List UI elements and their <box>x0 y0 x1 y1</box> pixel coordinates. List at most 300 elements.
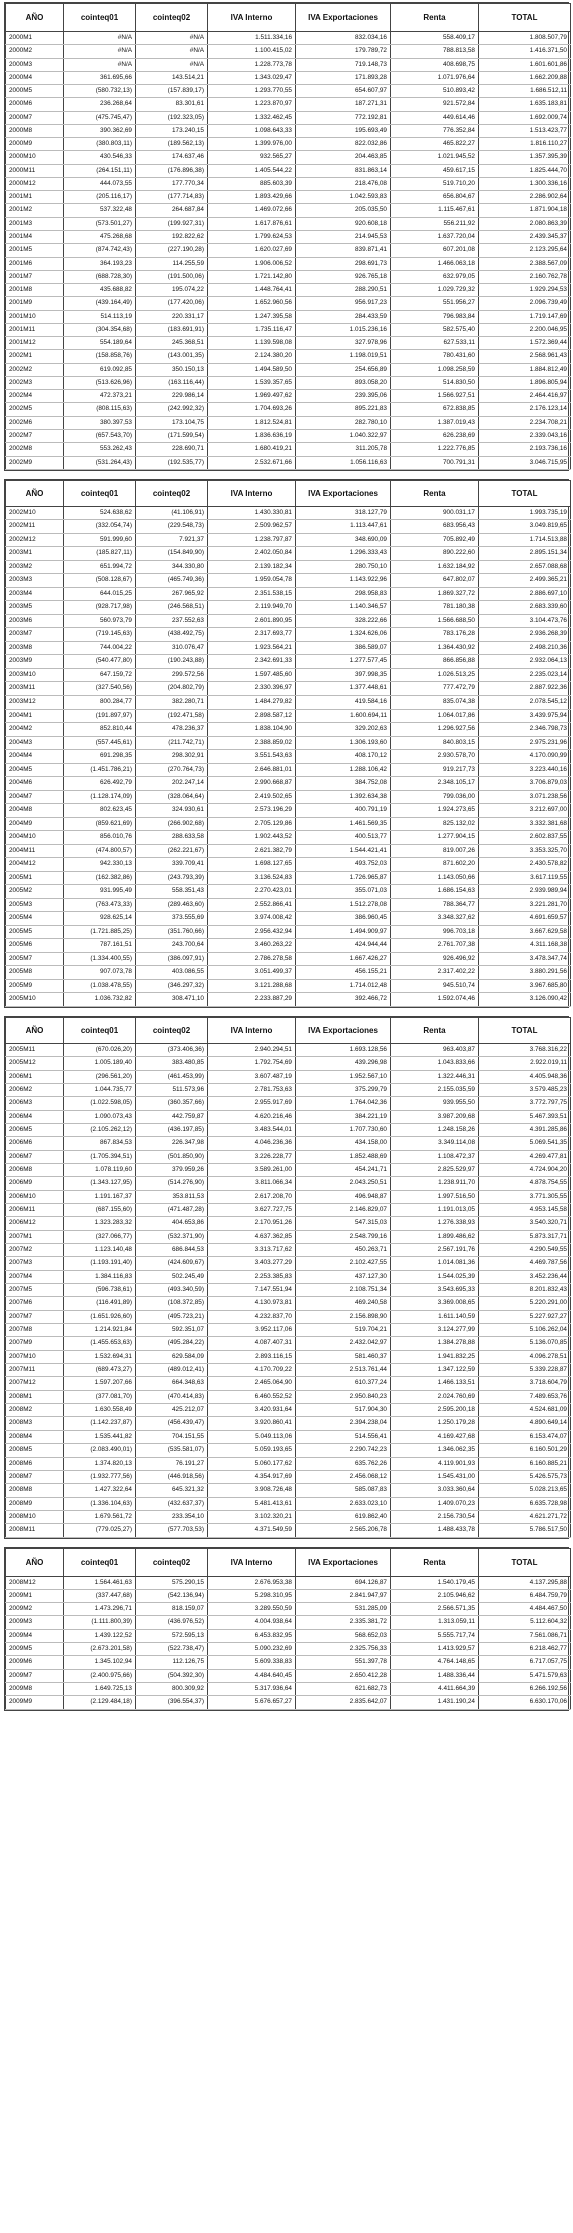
cell-cointeq01: 787.161,51 <box>64 939 136 953</box>
cell-iva-exportaciones: 298.691,73 <box>296 257 391 270</box>
table-row <box>6 560 571 574</box>
cell-period: 2008M3 <box>6 1417 64 1430</box>
cell-total: 1.662.209,88 <box>479 71 571 84</box>
cell-cointeq01: (689.473,27) <box>64 1364 136 1377</box>
cell-total: 6.717.057,75 <box>479 1656 571 1669</box>
cell-cointeq01: (474.800,57) <box>64 844 136 858</box>
cell-iva-interno: 3.551.543,63 <box>208 750 296 764</box>
table-row <box>6 443 571 456</box>
table-row <box>6 506 571 520</box>
cell-period: 2002M9 <box>6 456 64 469</box>
cell-cointeq01: (158.858,76) <box>64 350 136 363</box>
cell-cointeq01: 651.994,72 <box>64 560 136 574</box>
cell-period: 2005M12 <box>6 1057 64 1070</box>
cell-cointeq01: (1.343.127,95) <box>64 1177 136 1190</box>
cell-iva-exportaciones: 282.780,10 <box>296 416 391 429</box>
cell-period: 2006M3 <box>6 1097 64 1110</box>
cell-cointeq02: 202.247,14 <box>136 777 208 791</box>
cell-iva-interno: 3.102.320,21 <box>208 1510 296 1523</box>
cell-renta: 5.555.717,74 <box>391 1629 479 1642</box>
cell-cointeq01: (580.732,13) <box>64 85 136 98</box>
cell-cointeq02: 350.150,13 <box>136 363 208 376</box>
cell-cointeq02: (386.097,91) <box>136 952 208 966</box>
cell-renta: 683.956,43 <box>391 520 479 534</box>
cell-renta: 459.617,15 <box>391 164 479 177</box>
cell-total: 2.657.088,68 <box>479 560 571 574</box>
cell-cointeq02: (535.581,07) <box>136 1444 208 1457</box>
cell-cointeq02: (242.992,32) <box>136 403 208 416</box>
cell-cointeq02: (396.554,37) <box>136 1696 208 1709</box>
cell-iva-exportaciones: 2.335.381,72 <box>296 1616 391 1629</box>
cell-iva-interno: 2.705.129,86 <box>208 817 296 831</box>
cell-total: 6.153.474,07 <box>479 1430 571 1443</box>
cell-cointeq02: 379.959,26 <box>136 1163 208 1176</box>
cell-iva-interno: 1.539.357,65 <box>208 376 296 389</box>
cell-cointeq01: 364.193,23 <box>64 257 136 270</box>
cell-iva-exportaciones: 2.456.068,12 <box>296 1470 391 1483</box>
cell-renta: 2.105.946,62 <box>391 1589 479 1602</box>
cell-total: 3.718.604,79 <box>479 1377 571 1390</box>
cell-cointeq02: 664.348,63 <box>136 1377 208 1390</box>
cell-iva-interno: 2.233.887,29 <box>208 993 296 1007</box>
cell-cointeq02: 192.822,62 <box>136 230 208 243</box>
cell-iva-exportaciones: 439.296,98 <box>296 1057 391 1070</box>
cell-cointeq02: 344.330,80 <box>136 560 208 574</box>
cell-iva-interno: 1.494.589,50 <box>208 363 296 376</box>
table-row <box>6 804 571 818</box>
table-row <box>6 736 571 750</box>
cell-iva-exportaciones: 2.290.742,23 <box>296 1444 391 1457</box>
cell-cointeq02: 686.844,53 <box>136 1244 208 1257</box>
cell-cointeq02: 299.572,56 <box>136 668 208 682</box>
cell-renta: 919.217,73 <box>391 763 479 777</box>
cell-period: 2007M8 <box>6 1324 64 1337</box>
cell-iva-interno: 2.617.208,70 <box>208 1190 296 1203</box>
cell-iva-exportaciones: 214.945,53 <box>296 230 391 243</box>
header-renta: Renta <box>391 1548 479 1576</box>
cell-renta: 514.830,50 <box>391 376 479 389</box>
cell-period: 2005M8 <box>6 966 64 980</box>
cell-iva-exportaciones: 205.035,50 <box>296 204 391 217</box>
cell-iva-interno: 5.090.232,69 <box>208 1643 296 1656</box>
cell-total: 4.953.145,58 <box>479 1203 571 1216</box>
table-header-row <box>6 4 571 32</box>
table-row <box>6 1390 571 1403</box>
cell-iva-interno: 4.620.216,46 <box>208 1110 296 1123</box>
cell-total: 2.096.739,49 <box>479 297 571 310</box>
cell-period: 2005M5 <box>6 925 64 939</box>
cell-renta: 781.180,38 <box>391 601 479 615</box>
cell-total: 2.160.762,78 <box>479 270 571 283</box>
cell-cointeq01: (670.026,20) <box>64 1043 136 1056</box>
cell-renta: 3.124.277,99 <box>391 1324 479 1337</box>
cell-cointeq02: (243.793,39) <box>136 871 208 885</box>
cell-renta: 1.431.190,24 <box>391 1696 479 1709</box>
cell-cointeq02: 229.986,14 <box>136 390 208 403</box>
cell-iva-interno: 1.959.054,78 <box>208 574 296 588</box>
table-row <box>6 1324 571 1337</box>
cell-iva-exportaciones: 311.205,78 <box>296 443 391 456</box>
cell-iva-interno: 2.646.881,01 <box>208 763 296 777</box>
cell-iva-exportaciones: 1.198.019,51 <box>296 350 391 363</box>
cell-cointeq02: 339.709,41 <box>136 858 208 872</box>
cell-period: 2004M5 <box>6 763 64 777</box>
cell-cointeq01: 591.999,60 <box>64 533 136 547</box>
table-row <box>6 587 571 601</box>
cell-renta: 1.466.133,51 <box>391 1377 479 1390</box>
cell-iva-exportaciones: 551.397,78 <box>296 1656 391 1669</box>
cell-iva-interno: 2.786.278,58 <box>208 952 296 966</box>
table-row <box>6 1629 571 1642</box>
cell-cointeq02: (270.764,73) <box>136 763 208 777</box>
cell-cointeq01: 802.623,45 <box>64 804 136 818</box>
table-block <box>4 2 569 471</box>
cell-total: 3.667.629,58 <box>479 925 571 939</box>
cell-period: 2002M3 <box>6 376 64 389</box>
cell-iva-interno: 1.698.127,65 <box>208 858 296 872</box>
cell-iva-interno: 1.838.104,90 <box>208 723 296 737</box>
cell-period: 2005M6 <box>6 939 64 953</box>
cell-total: 5.112.604,32 <box>479 1616 571 1629</box>
table-row <box>6 912 571 926</box>
table-row <box>6 682 571 696</box>
cell-period: 2009M4 <box>6 1629 64 1642</box>
cell-iva-exportaciones: 386.960,45 <box>296 912 391 926</box>
cell-iva-interno: 5.049.113,06 <box>208 1430 296 1443</box>
cell-iva-exportaciones: 280.750,10 <box>296 560 391 574</box>
cell-cointeq02: 575.290,15 <box>136 1576 208 1589</box>
cell-total: 6.160.501,29 <box>479 1444 571 1457</box>
table-row <box>6 1123 571 1136</box>
cell-iva-interno: 3.403.277,29 <box>208 1257 296 1270</box>
cell-period: 2005M4 <box>6 912 64 926</box>
table-row <box>6 1510 571 1523</box>
cell-period: 2004M4 <box>6 750 64 764</box>
table-row <box>6 1150 571 1163</box>
cell-total: 1.692.009,74 <box>479 111 571 124</box>
cell-iva-exportaciones: 568.652,03 <box>296 1629 391 1642</box>
cell-period: 2007M9 <box>6 1337 64 1350</box>
table-row <box>6 98 571 111</box>
cell-period: 2007M11 <box>6 1364 64 1377</box>
cell-total: 2.235.023,14 <box>479 668 571 682</box>
cell-iva-interno: 1.735.116,47 <box>208 323 296 336</box>
cell-period: 2009M9 <box>6 1696 64 1709</box>
cell-total: 1.884.812,49 <box>479 363 571 376</box>
cell-iva-interno: 5.059.193,65 <box>208 1444 296 1457</box>
cell-total: 1.416.371,50 <box>479 45 571 58</box>
table-row <box>6 939 571 953</box>
cell-total: 4.724.904,20 <box>479 1163 571 1176</box>
cell-total: 2.286.902,64 <box>479 191 571 204</box>
cell-cointeq01: (1.334.400,55) <box>64 952 136 966</box>
cell-renta: 2.761.707,38 <box>391 939 479 953</box>
cell-iva-exportaciones: 397.998,35 <box>296 668 391 682</box>
cell-total: 2.887.922,36 <box>479 682 571 696</box>
cell-period: 2006M8 <box>6 1163 64 1176</box>
cell-iva-exportaciones: 1.113.447,61 <box>296 520 391 534</box>
cell-period: 2003M3 <box>6 574 64 588</box>
table-row <box>6 230 571 243</box>
cell-cointeq02: #N/A <box>136 32 208 45</box>
cell-cointeq01: (1.705.394,51) <box>64 1150 136 1163</box>
cell-iva-interno: 1.799.624,53 <box>208 230 296 243</box>
cell-cointeq01: 524.638,62 <box>64 506 136 520</box>
cell-cointeq01: 1.649.725,13 <box>64 1682 136 1695</box>
cell-iva-interno: 4.637.362,85 <box>208 1230 296 1243</box>
cell-cointeq02: (461.453,99) <box>136 1070 208 1083</box>
cell-total: 5.786.517,50 <box>479 1524 571 1537</box>
cell-renta: 921.572,84 <box>391 98 479 111</box>
cell-cointeq01: (2.083.490,01) <box>64 1444 136 1457</box>
cell-cointeq01: 867.834,53 <box>64 1137 136 1150</box>
cell-period: 2006M2 <box>6 1083 64 1096</box>
cell-period: 2004M6 <box>6 777 64 791</box>
cell-cointeq02: (514.276,90) <box>136 1177 208 1190</box>
cell-iva-exportaciones: 1.306.193,60 <box>296 736 391 750</box>
cell-period: 2000M1 <box>6 32 64 45</box>
cell-renta: 1.115.467,61 <box>391 204 479 217</box>
cell-renta: 558.409,17 <box>391 32 479 45</box>
cell-period: 2009M7 <box>6 1669 64 1682</box>
table-block <box>4 1016 569 1539</box>
cell-cointeq02: (542.136,94) <box>136 1589 208 1602</box>
table-row <box>6 1669 571 1682</box>
cell-iva-interno: 885.603,39 <box>208 177 296 190</box>
table-row <box>6 1524 571 1537</box>
cell-cointeq02: (163.116,44) <box>136 376 208 389</box>
table-row <box>6 177 571 190</box>
cell-cointeq02: (190.243,88) <box>136 655 208 669</box>
cell-iva-interno: 2.955.917,69 <box>208 1097 296 1110</box>
cell-cointeq02: 233.354,10 <box>136 1510 208 1523</box>
table-row <box>6 1656 571 1669</box>
cell-renta: 4.119.901,93 <box>391 1457 479 1470</box>
cell-iva-interno: 3.226.228,77 <box>208 1150 296 1163</box>
cell-renta: 3.033.360,64 <box>391 1484 479 1497</box>
cell-cointeq02: (432.637,37) <box>136 1497 208 1510</box>
cell-iva-exportaciones: 2.548.799,16 <box>296 1230 391 1243</box>
cell-iva-exportaciones: 204.463,85 <box>296 151 391 164</box>
cell-renta: 799.036,00 <box>391 790 479 804</box>
table-row <box>6 124 571 137</box>
cell-renta: 996.703,18 <box>391 925 479 939</box>
table-row <box>6 1696 571 1709</box>
cell-cointeq02: 298.302,91 <box>136 750 208 764</box>
cell-cointeq01: (531.264,43) <box>64 456 136 469</box>
table-row <box>6 1377 571 1390</box>
cell-period: 2006M6 <box>6 1137 64 1150</box>
header-total: TOTAL <box>479 1017 571 1043</box>
cell-cointeq01: 472.373,21 <box>64 390 136 403</box>
cell-iva-interno: 5.298.310,95 <box>208 1589 296 1602</box>
cell-renta: 788.364,77 <box>391 898 479 912</box>
cell-period: 2008M1 <box>6 1390 64 1403</box>
cell-cointeq01: 430.546,33 <box>64 151 136 164</box>
cell-cointeq02: 629.584,09 <box>136 1350 208 1363</box>
cell-cointeq01: 1.044.735,77 <box>64 1083 136 1096</box>
cell-period: 2005M3 <box>6 898 64 912</box>
cell-total: 2.080.863,39 <box>479 217 571 230</box>
cell-period: 2005M11 <box>6 1043 64 1056</box>
cell-iva-interno: 1.399.976,00 <box>208 138 296 151</box>
cell-period: 2002M7 <box>6 429 64 442</box>
cell-renta: 1.413.929,57 <box>391 1643 479 1656</box>
cell-period: 2000M3 <box>6 58 64 71</box>
cell-renta: 835.074,38 <box>391 695 479 709</box>
cell-cointeq02: (532.371,90) <box>136 1230 208 1243</box>
cell-cointeq01: (859.621,69) <box>64 817 136 831</box>
cell-cointeq02: 704.151,55 <box>136 1430 208 1443</box>
cell-iva-exportaciones: 831.863,14 <box>296 164 391 177</box>
cell-total: 5.339.228,87 <box>479 1364 571 1377</box>
cell-cointeq02: 572.595,13 <box>136 1629 208 1642</box>
cell-cointeq02: (204.802,79) <box>136 682 208 696</box>
table-row <box>6 952 571 966</box>
cell-total: 6.160.885,21 <box>479 1457 571 1470</box>
cell-iva-exportaciones: 179.789,72 <box>296 45 391 58</box>
cell-cointeq01: 1.005.189,40 <box>64 1057 136 1070</box>
cell-renta: 2.930.578,70 <box>391 750 479 764</box>
cell-iva-interno: 2.465.064,90 <box>208 1377 296 1390</box>
cell-cointeq02: (436.197,85) <box>136 1123 208 1136</box>
cell-total: 3.579.485,23 <box>479 1083 571 1096</box>
cell-cointeq02: (192.471,58) <box>136 709 208 723</box>
cell-renta: 1.466.063,18 <box>391 257 479 270</box>
cell-cointeq01: (557.445,61) <box>64 736 136 750</box>
cell-iva-exportaciones: 384.752,08 <box>296 777 391 791</box>
cell-cointeq01: (439.164,49) <box>64 297 136 310</box>
cell-cointeq02: 353.811,53 <box>136 1190 208 1203</box>
cell-iva-interno: 2.940.294,51 <box>208 1043 296 1056</box>
cell-period: 2007M10 <box>6 1350 64 1363</box>
cell-cointeq02: (183.691,91) <box>136 323 208 336</box>
cell-cointeq02: 228.690,71 <box>136 443 208 456</box>
cell-iva-interno: 4.371.549,59 <box>208 1524 296 1537</box>
cell-cointeq01: 361.695,66 <box>64 71 136 84</box>
table-row <box>6 1682 571 1695</box>
table-row <box>6 1417 571 1430</box>
cell-renta: 1.346.062,35 <box>391 1444 479 1457</box>
cell-cointeq02: (246.568,51) <box>136 601 208 615</box>
cell-total: 2.464.416,97 <box>479 390 571 403</box>
table-row <box>6 831 571 845</box>
cell-period: 2001M7 <box>6 270 64 283</box>
cell-iva-exportaciones: 1.296.333,43 <box>296 547 391 561</box>
cell-cointeq02: 404.653,86 <box>136 1217 208 1230</box>
cell-iva-exportaciones: 469.240,58 <box>296 1297 391 1310</box>
cell-renta: 1.222.776,85 <box>391 443 479 456</box>
cell-total: 3.126.090,42 <box>479 993 571 1007</box>
cell-cointeq01: 928.625,14 <box>64 912 136 926</box>
cell-period: 2003M1 <box>6 547 64 561</box>
cell-period: 2002M10 <box>6 506 64 520</box>
cell-iva-interno: 1.597.485,60 <box>208 668 296 682</box>
header-iva-exportaciones: IVA Exportaciones <box>296 1548 391 1576</box>
cell-cointeq02: 288.633,58 <box>136 831 208 845</box>
cell-renta: 1.632.184,92 <box>391 560 479 574</box>
cell-iva-interno: 4.087.407,31 <box>208 1337 296 1350</box>
table-row <box>6 547 571 561</box>
cell-period: 2008M9 <box>6 1497 64 1510</box>
cell-iva-exportaciones: 895.221,83 <box>296 403 391 416</box>
cell-period: 2002M1 <box>6 350 64 363</box>
cell-cointeq02: 478.236,37 <box>136 723 208 737</box>
cell-iva-interno: 1.969.497,62 <box>208 390 296 403</box>
cell-cointeq01: 1.036.732,82 <box>64 993 136 1007</box>
cell-period: 2003M12 <box>6 695 64 709</box>
table-row <box>6 1217 571 1230</box>
cell-cointeq01: 644.015,25 <box>64 587 136 601</box>
cell-iva-exportaciones: 392.466,72 <box>296 993 391 1007</box>
cell-renta: 626.238,69 <box>391 429 479 442</box>
cell-iva-exportaciones: 1.726.965,87 <box>296 871 391 885</box>
cell-cointeq01: (596.738,61) <box>64 1284 136 1297</box>
cell-iva-exportaciones: 893.058,20 <box>296 376 391 389</box>
cell-cointeq01: 626.492,79 <box>64 777 136 791</box>
cell-iva-interno: 5.317.936,64 <box>208 1682 296 1695</box>
cell-renta: 939.955,50 <box>391 1097 479 1110</box>
cell-cointeq02: 143.514,21 <box>136 71 208 84</box>
cell-iva-exportaciones: 1.324.626,06 <box>296 628 391 642</box>
cell-renta: 825.132,02 <box>391 817 479 831</box>
cell-renta: 1.364.430,92 <box>391 641 479 655</box>
cell-cointeq02: 220.331,17 <box>136 310 208 323</box>
cell-iva-exportaciones: 514.556,41 <box>296 1430 391 1443</box>
cell-cointeq02: 308.471,10 <box>136 993 208 1007</box>
cell-iva-interno: 2.552.866,41 <box>208 898 296 912</box>
cell-period: 2002M6 <box>6 416 64 429</box>
cell-period: 2009M1 <box>6 1589 64 1602</box>
cell-cointeq01: 560.973,79 <box>64 614 136 628</box>
cell-iva-exportaciones: 2.432.042,97 <box>296 1337 391 1350</box>
cell-iva-interno: 1.812.524,81 <box>208 416 296 429</box>
cell-total: 3.332.381,68 <box>479 817 571 831</box>
cell-cointeq02: (373.406,36) <box>136 1043 208 1056</box>
cell-iva-exportaciones: 2.156.898,90 <box>296 1310 391 1323</box>
table-row <box>6 1097 571 1110</box>
cell-cointeq02: (143.001,35) <box>136 350 208 363</box>
cell-period: 2001M4 <box>6 230 64 243</box>
cell-renta: 2.024.760,69 <box>391 1390 479 1403</box>
cell-total: 2.078.545,12 <box>479 695 571 709</box>
cell-iva-interno: 2.532.671,66 <box>208 456 296 469</box>
cell-cointeq01: 435.688,82 <box>64 284 136 297</box>
cell-total: 6.635.728,98 <box>479 1497 571 1510</box>
table-row <box>6 1270 571 1283</box>
cell-total: 2.200.046,95 <box>479 323 571 336</box>
cell-cointeq02: (438.492,75) <box>136 628 208 642</box>
cell-renta: 3.369.008,65 <box>391 1297 479 1310</box>
cell-renta: 1.686.154,63 <box>391 885 479 899</box>
cell-iva-exportaciones: 1.544.421,41 <box>296 844 391 858</box>
cell-cointeq01: (763.473,33) <box>64 898 136 912</box>
cell-cointeq02: (211.742,71) <box>136 736 208 750</box>
cell-renta: 777.472,79 <box>391 682 479 696</box>
cell-renta: 1.296.927,56 <box>391 723 479 737</box>
cell-cointeq01: 1.535.441,82 <box>64 1430 136 1443</box>
header-renta: Renta <box>391 4 479 32</box>
cell-total: 2.975.231,96 <box>479 736 571 750</box>
cell-iva-exportaciones: 1.512.278,08 <box>296 898 391 912</box>
cell-period: 2005M7 <box>6 952 64 966</box>
header-cointeq02: cointeq02 <box>136 1017 208 1043</box>
cell-period: 2004M3 <box>6 736 64 750</box>
table-row <box>6 416 571 429</box>
cell-cointeq01: (508.128,67) <box>64 574 136 588</box>
cell-cointeq01: (327.066,77) <box>64 1230 136 1243</box>
cell-cointeq01: (1.451.786,21) <box>64 763 136 777</box>
